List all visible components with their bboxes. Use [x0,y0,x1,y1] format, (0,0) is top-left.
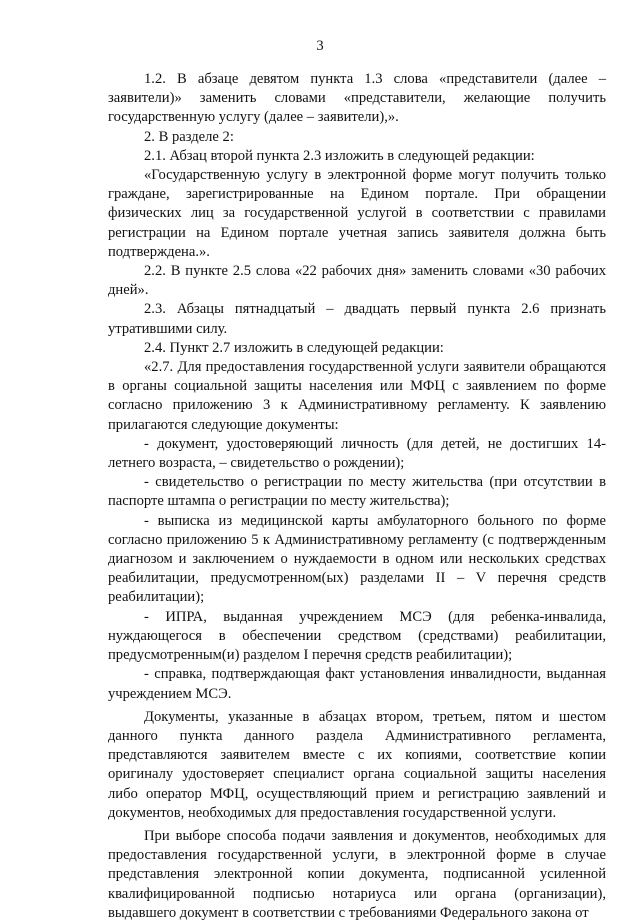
paragraph-2-7-quote: «2.7. Для предоставления государственной услуги заявители обращаются в органы социальной защиты населения или МФЦ с заявлением по форме согласно приложению 3 к Административному регламенту. К заявлению прилагаются следующие документы: [108,359,606,433]
paragraph-2-1: 2.1. Абзац второй пункта 2.3 изложить в следующей редакции: [144,147,535,164]
document-body [108,70,606,923]
list-item-registration-certificate: - свидетельство о регистрации по месту жительства (при отсутствии в паспорте штампа о регистрации по месту жительства); [108,474,606,510]
paragraph-2-1-quote: «Государственную услугу в электронной форме могут получить только граждане, зарегистрированные на Едином портале. При обращении физических лиц за государственной услугой в соответствии с правилами регистрации на Едином портале учетная запись заявителя должна быть подтверждена.». [108,167,606,260]
list-item-medical-extract: - выписка из медицинской карты амбулаторного больного по форме согласно приложению 5 к Административному регламенту (с подтвержденным диагнозом и заключением о нуждаемости в одном или нескольких средствах реабилитации, предусмотренном(ых) разделами II – V перечня средств реабилитации); [108,512,606,606]
paragraph-1-2: 1.2. В абзаце девятом пункта 1.3 слова «представители (далее – заявители)» заменить словами «представители, желающие получить государственную услугу (далее – заявители),». [108,71,606,126]
list-item-identity-document: - документ, удостоверяющий личность (для детей, не достигших 14-летнего возраста, – свидетельство о рождении); [108,435,606,472]
list-item-disability-certificate: - справка, подтверждающая факт установления инвалидности, выданная учреждением МСЭ. [108,666,606,702]
paragraph-2-4: 2.4. Пункт 2.7 изложить в следующей редакции: [144,339,444,356]
paragraph-electronic-submission: При выборе способа подачи заявления и документов, необходимых для предоставления государственной услуги, в электронной форме в случае представления электронной копии документа, подписанной усиленной квалифицированной подписью нотариуса или органа (организации), выдавшего документ в соответствии с требованиями Федерального закона от [108,827,606,921]
paragraph-section-2: 2. В разделе 2: [144,128,234,145]
list-item-ipra: - ИПРА, выданная учреждением МСЭ (для ребенка-инвалида, нуждающегося в обеспечении средством (средствами) реабилитации, предусмотренным(и) разделом I перечня средств реабилитации); [108,608,606,664]
paragraph-2-3: 2.3. Абзацы пятнадцатый – двадцать первый пункта 2.6 признать утратившими силу. [108,301,606,337]
paragraph-documents-copies: Документы, указанные в абзацах втором, третьем, пятом и шестом данного пункта данного раздела Административного регламента, представляются заявителем вместе с их копиями, соответствие копии оригиналу удостоверяет специалист органа социальной защиты населения либо оператор МФЦ, осуществляющий прием и регистрацию заявлений и документов, необходимых для предоставления государственной услуги. [108,708,606,821]
paragraph-2-2: 2.2. В пункте 2.5 слова «22 рабочих дня» заменить словами «30 рабочих дней». [108,263,606,299]
page-number: 3 [316,38,324,54]
